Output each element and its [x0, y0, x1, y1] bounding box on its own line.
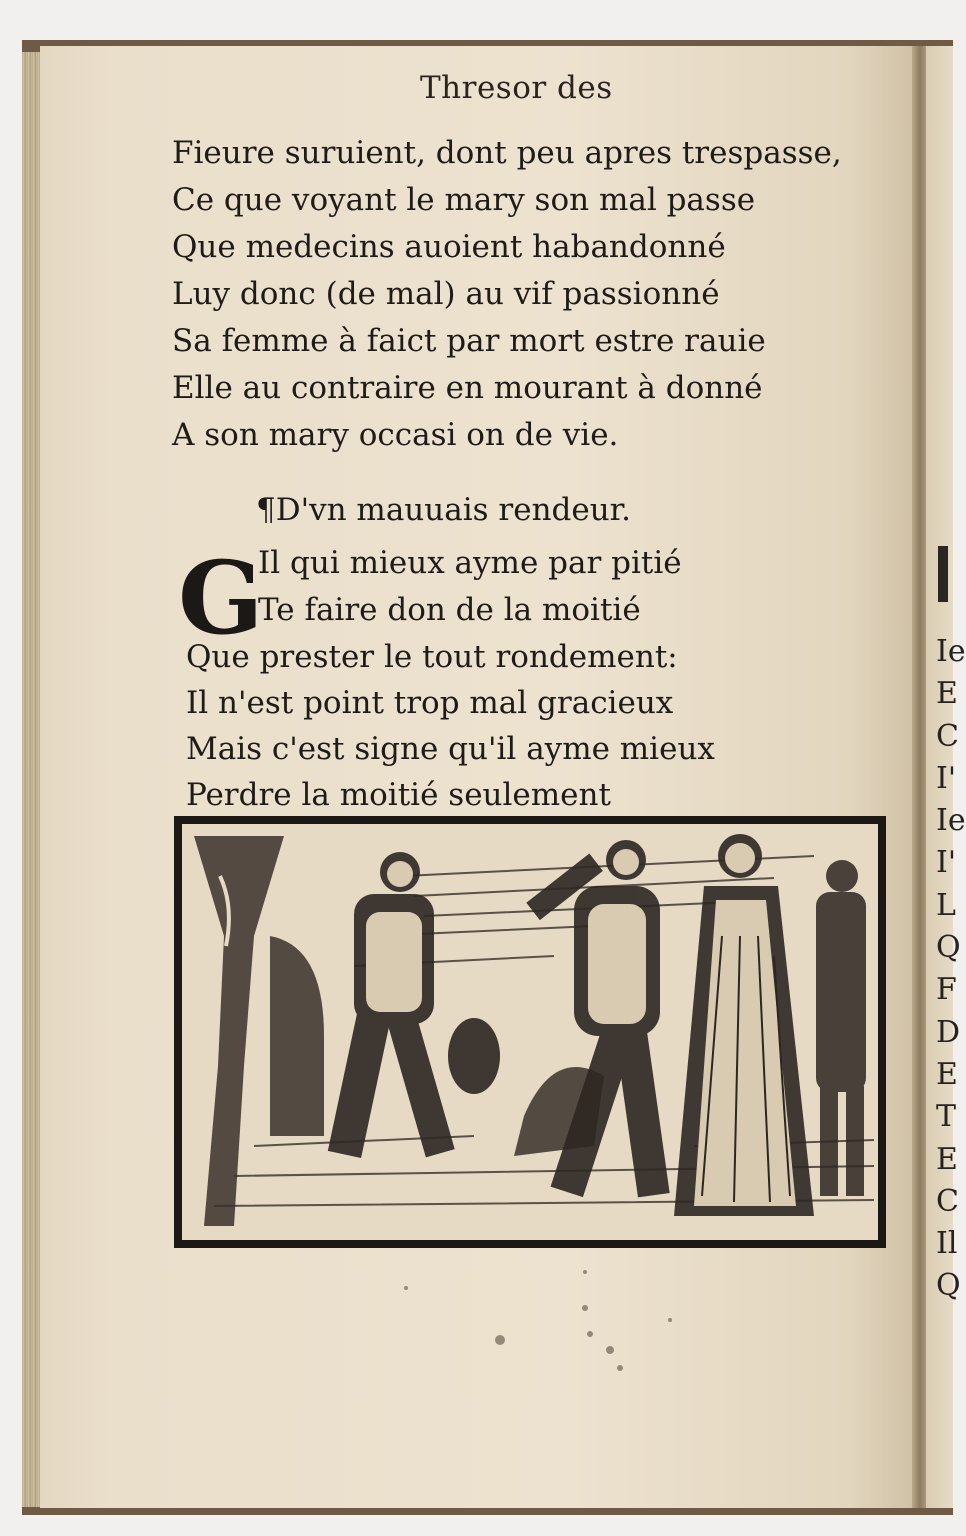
- facing-page-capital-fragment: [938, 546, 948, 602]
- verse-line: Sa femme à faict par mort estre rauie: [172, 323, 766, 359]
- drop-cap: G: [178, 539, 264, 657]
- verse-line: Perdre la moitié seulement: [186, 777, 611, 813]
- epigram-two-body: [186, 634, 715, 818]
- facing-page-line-start: T: [936, 1099, 957, 1135]
- facing-page-line-start: Q: [936, 930, 961, 966]
- facing-page-line-start: C: [936, 718, 959, 754]
- verse-line: Que prester le tout rondement:: [186, 639, 678, 675]
- verse-line: Fieure suruient, dont peu apres trespasse,: [172, 135, 842, 171]
- facing-page-line-start: F: [936, 972, 957, 1008]
- facing-page-line-start: D: [936, 1014, 961, 1050]
- facing-page-line-start: E: [936, 1056, 958, 1092]
- verse-line: Ce que voyant le mary son mal passe: [172, 182, 756, 218]
- facing-page-line-start: Ie: [936, 803, 966, 839]
- facing-page-line-start: Ie: [936, 634, 966, 669]
- verse-line: Il qui mieux ayme par pitié: [258, 545, 682, 581]
- epigram-two-opening: [258, 540, 682, 634]
- verse-line: Que medecins auoient habandonné: [172, 229, 726, 265]
- verse-line: Elle au contraire en mourant à donné: [172, 370, 763, 406]
- facing-page-line-start: E: [936, 1141, 958, 1177]
- facing-page-line-start: E: [936, 676, 958, 712]
- facing-page-line-start: L: [936, 887, 956, 923]
- facing-page-line-start: I': [936, 760, 957, 796]
- verse-line: Mais c'est signe qu'il ayme mieux: [186, 731, 715, 767]
- epigram-one: [172, 130, 842, 459]
- facing-page-text: [936, 631, 966, 1308]
- verse-line: Il n'est point trop mal gracieux: [186, 685, 674, 721]
- running-title: Thresor des: [420, 70, 613, 106]
- facing-page-line-start: Il: [936, 1226, 958, 1262]
- paper-wormholes: [380, 1260, 700, 1380]
- facing-page-line-start: I': [936, 845, 957, 881]
- facing-page-line-start: Q: [936, 1268, 961, 1304]
- woodcut-illustration: [174, 816, 886, 1248]
- verse-line: Luy donc (de mal) au vif passionné: [172, 276, 720, 312]
- facing-page-line-start: C: [936, 1183, 959, 1219]
- verse-line: Te faire don de la moitié: [258, 592, 641, 628]
- facing-page: [926, 46, 966, 1508]
- verse-line: A son mary occasi on de vie.: [172, 417, 619, 453]
- epigram-two-title: ¶D'vn mauuais rendeur.: [256, 492, 631, 528]
